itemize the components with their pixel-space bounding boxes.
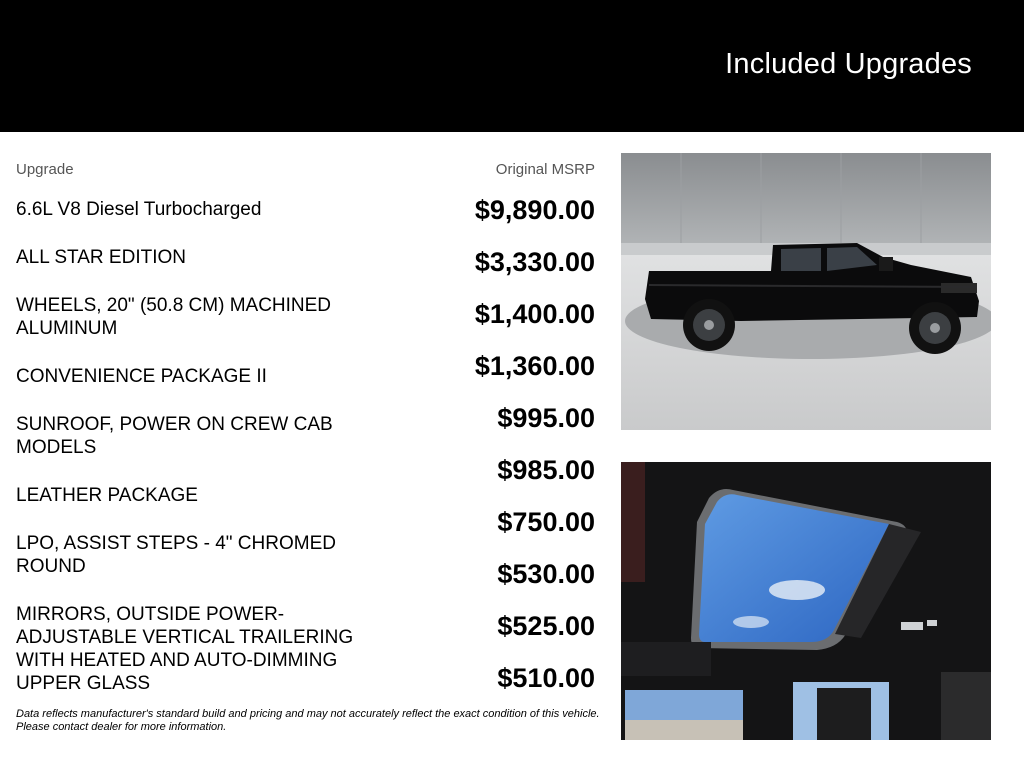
sunroof-photo <box>621 462 991 740</box>
upgrade-name: CONVENIENCE PACKAGE II <box>16 366 267 387</box>
upgrade-name: SUNROOF, POWER ON CREW CAB MODELS <box>16 414 333 458</box>
disclaimer-line: Please contact dealer for more information. <box>16 721 227 733</box>
upgrade-name: LEATHER PACKAGE <box>16 485 198 506</box>
upgrade-price: $750.00 <box>497 507 595 537</box>
upgrade-name: MIRRORS, OUTSIDE POWER-ADJUSTABLE VERTICAL TRAILERING WITH HEATED AND AUTO-DIMMING UPPER GLASS <box>16 604 354 694</box>
disclaimer <box>16 708 606 734</box>
upgrade-price: $995.00 <box>497 403 595 433</box>
disclaimer-line: Data reflects manufacturer's standard build and pricing and may not accurately reflect the exact condition of this vehicle. <box>16 708 600 720</box>
upgrade-price: $9,890.00 <box>474 195 595 225</box>
page-title: Included Upgrades <box>725 48 972 80</box>
upgrade-name: 6.6L V8 Diesel Turbocharged <box>16 199 262 220</box>
upgrade-list <box>16 198 396 720</box>
column-header-upgrade: Upgrade <box>16 161 74 178</box>
upgrade-name: WHEELS, 20" (50.8 CM) MACHINED ALUMINUM <box>16 295 332 339</box>
upgrade-price: $530.00 <box>497 559 595 589</box>
upgrade-price: $1,360.00 <box>474 351 595 381</box>
column-header-msrp: Original MSRP <box>495 161 595 178</box>
upgrade-price: $3,330.00 <box>474 247 595 277</box>
header-bar <box>0 0 1024 132</box>
upgrade-price: $1,400.00 <box>474 299 595 329</box>
upgrade-price: $510.00 <box>497 663 595 693</box>
upgrade-price: $985.00 <box>497 455 595 485</box>
upgrade-price: $525.00 <box>497 611 595 641</box>
price-list <box>395 194 595 714</box>
truck-photo <box>621 153 991 430</box>
upgrade-name: ALL STAR EDITION <box>16 247 186 268</box>
upgrade-name: LPO, ASSIST STEPS - 4" CHROMED ROUND <box>16 533 336 577</box>
